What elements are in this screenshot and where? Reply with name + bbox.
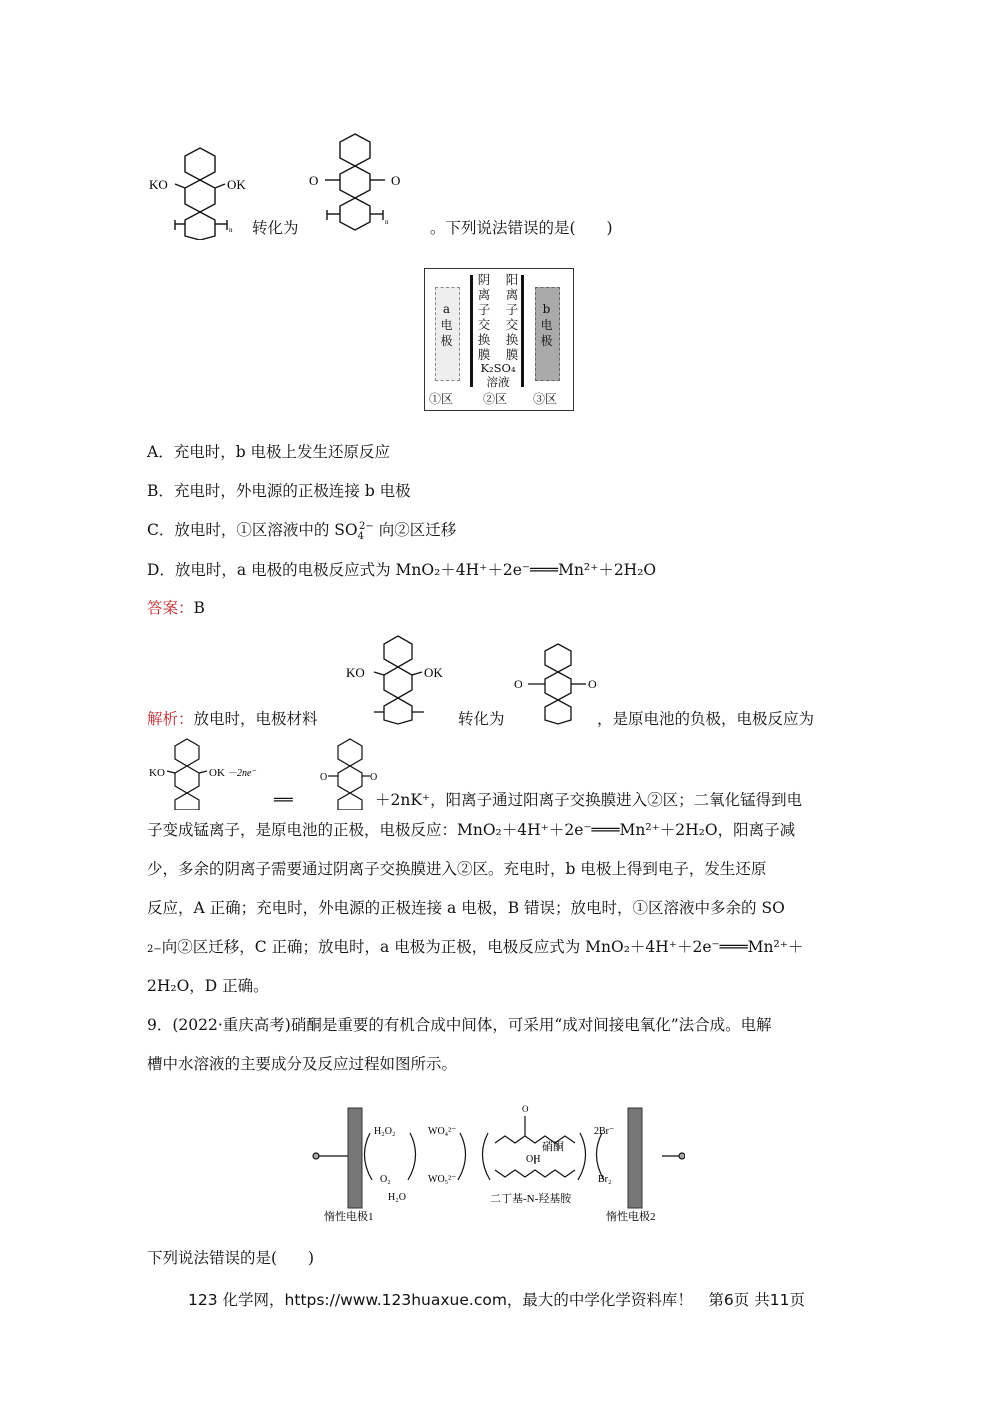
svg-text:n: n — [229, 226, 233, 234]
h2o2-label: H₂O₂ — [374, 1126, 396, 1137]
cation-membrane-char: 阳 — [505, 272, 519, 287]
o2-label: O₂ — [380, 1174, 391, 1185]
svg-text:OK: OK — [424, 665, 443, 680]
analysis-line-6: 2−向②区迁移，C 正确；放电时，a 电极为正极，电极反应式为 MnO₂＋4H⁺＋2e⁻═══Mn²⁺＋ — [147, 938, 804, 956]
analysis-line-4: 少，多余的阴离子需要通过阴离子交换膜进入②区。充电时，b 电极上得到电子，发生还原 — [147, 860, 767, 878]
amine-label: 二丁基-N-羟基胺 — [490, 1193, 572, 1205]
svg-text:O: O — [370, 772, 378, 783]
cation-membrane-char: 换 — [505, 332, 519, 347]
electrode-a-char: 极 — [440, 334, 453, 348]
electrode-b-char: b — [542, 302, 551, 316]
analysis-reactant-structure — [340, 630, 465, 725]
option-c-post: 向②区迁移 — [378, 521, 457, 539]
option-c-pre: C．放电时，①区溶液中的 SO — [147, 521, 358, 539]
cation-membrane-line — [521, 275, 524, 387]
anion-membrane-line — [470, 275, 473, 387]
zone-2: ②区 — [483, 392, 508, 406]
answer-value: B — [193, 599, 205, 617]
electrode-a-char: a — [442, 302, 451, 316]
convert-text: 转化为 — [252, 219, 299, 237]
ok-label: OK — [227, 177, 246, 192]
anion-membrane-char: 子 — [477, 302, 491, 317]
anion-membrane-char: 阴 — [477, 272, 491, 287]
o-left-label: O — [309, 173, 319, 188]
analysis-line-3: 子变成锰离子，是原电池的正极，电极反应：MnO₂＋4H⁺＋2e⁻═══Mn²⁺＋2H₂O，阳离子减 — [147, 821, 796, 839]
solution-label: 溶液 — [486, 375, 510, 389]
equation-product-structure — [318, 735, 378, 810]
wo4-label: WO₄²⁻ — [428, 1126, 457, 1137]
electrode-1-label: 惰性电极1 — [324, 1211, 374, 1223]
q9-line-1: 9．(2022·重庆高考)硝酮是重要的有机合成中间体，可采用“成对间接电氧化”法合成。电解 — [147, 1016, 772, 1034]
option-b: B．充电时，外电源的正极连接 b 电极 — [147, 482, 411, 500]
cation-membrane-char: 膜 — [505, 347, 519, 362]
page-footer: 123 化学网，https://www.123huaxue.com，最大的中学化学资料库！ 第6页 共11页 — [188, 1291, 805, 1309]
analysis-label: 解析： — [147, 710, 194, 728]
o-right-label: O — [391, 173, 401, 188]
analysis-l1c: ，是原电池的负极，电极反应为 — [597, 710, 815, 728]
answer-label: 答案： — [147, 599, 194, 617]
analysis-line-1 — [147, 709, 318, 729]
svg-text:n: n — [385, 218, 389, 226]
svg-text:KO: KO — [346, 665, 365, 680]
option-c: C．放电时，①区溶液中的 $SO_4^{2-}$ 向②区迁移 — [147, 521, 457, 542]
zone-3: ③区 — [533, 392, 558, 406]
cation-membrane-char: 子 — [505, 302, 519, 317]
ko-label: KO — [149, 177, 168, 192]
svg-text:O: O — [320, 772, 328, 783]
answer — [147, 598, 205, 618]
br2-label: Br₂ — [598, 1174, 612, 1185]
svg-text:OK: OK — [209, 767, 225, 779]
anion-membrane-char: 膜 — [477, 347, 491, 362]
electrode-2-label: 惰性电极2 — [606, 1211, 656, 1223]
option-a: A．充电时，b 电极上发生还原反应 — [147, 443, 391, 461]
reactant-structure — [145, 140, 265, 240]
electrode-b-char: 电 — [540, 318, 553, 332]
solution-formula: K₂SO₄ — [480, 361, 516, 375]
question-tail: 。下列说法错误的是( ) — [430, 219, 613, 237]
equation-minus-electrons: －2ne⁻ — [227, 768, 257, 779]
analysis-l1a: 放电时，电极材料 — [193, 710, 318, 728]
q9-electrolysis-diagram — [310, 1098, 685, 1223]
analysis-l6-text: 向②区迁移，C 正确；放电时，a 电极为正极，电极反应式为 MnO₂＋4H⁺＋2e⁻═══Mn²⁺＋ — [161, 938, 804, 956]
svg-text:O: O — [588, 677, 597, 691]
br-minus-label: 2Br⁻ — [594, 1126, 615, 1137]
product-structure — [305, 128, 415, 238]
oh-label: OH — [526, 1154, 541, 1165]
analysis-line-5: 反应，A 正确；充电时，外电源的正极连接 a 电极，B 错误；放电时，①区溶液中多余的 SO — [147, 899, 785, 917]
svg-text:O: O — [522, 1104, 529, 1114]
q9-line-2: 槽中水溶液的主要成分及反应过程如图所示。 — [147, 1055, 458, 1073]
wo5-label: WO₅²⁻ — [428, 1174, 457, 1185]
equation-reactant-structure — [147, 735, 272, 810]
svg-text:KO: KO — [149, 767, 165, 779]
zone-1: ①区 — [429, 392, 454, 406]
h2o-label: H₂O — [388, 1192, 406, 1203]
analysis-line-2: ＋2nK⁺，阳离子通过阳离子交换膜进入②区；二氧化锰得到电 — [375, 791, 803, 809]
analysis-product-structure — [510, 640, 610, 725]
cell-diagram — [424, 268, 574, 411]
electrode-b-char: 极 — [540, 334, 553, 348]
cation-membrane-char: 交 — [505, 317, 519, 332]
svg-text:O: O — [514, 677, 523, 691]
analysis-l1b: 转化为 — [458, 710, 505, 728]
q9-tail: 下列说法错误的是( ) — [147, 1249, 315, 1267]
electrode-a-char: 电 — [440, 318, 453, 332]
anion-membrane-char: 交 — [477, 317, 491, 332]
anion-membrane-char: 离 — [477, 287, 491, 302]
anion-membrane-char: 换 — [477, 332, 491, 347]
cation-membrane-char: 离 — [505, 287, 519, 302]
equation-arrow: ══ — [274, 791, 293, 809]
analysis-line-7: 2H₂O，D 正确。 — [147, 977, 269, 995]
option-d: D．放电时，a 电极的电极反应式为 MnO₂＋4H⁺＋2e⁻═══Mn²⁺＋2H₂O — [147, 561, 657, 579]
nitrone-label: 硝酮 — [542, 1141, 564, 1153]
